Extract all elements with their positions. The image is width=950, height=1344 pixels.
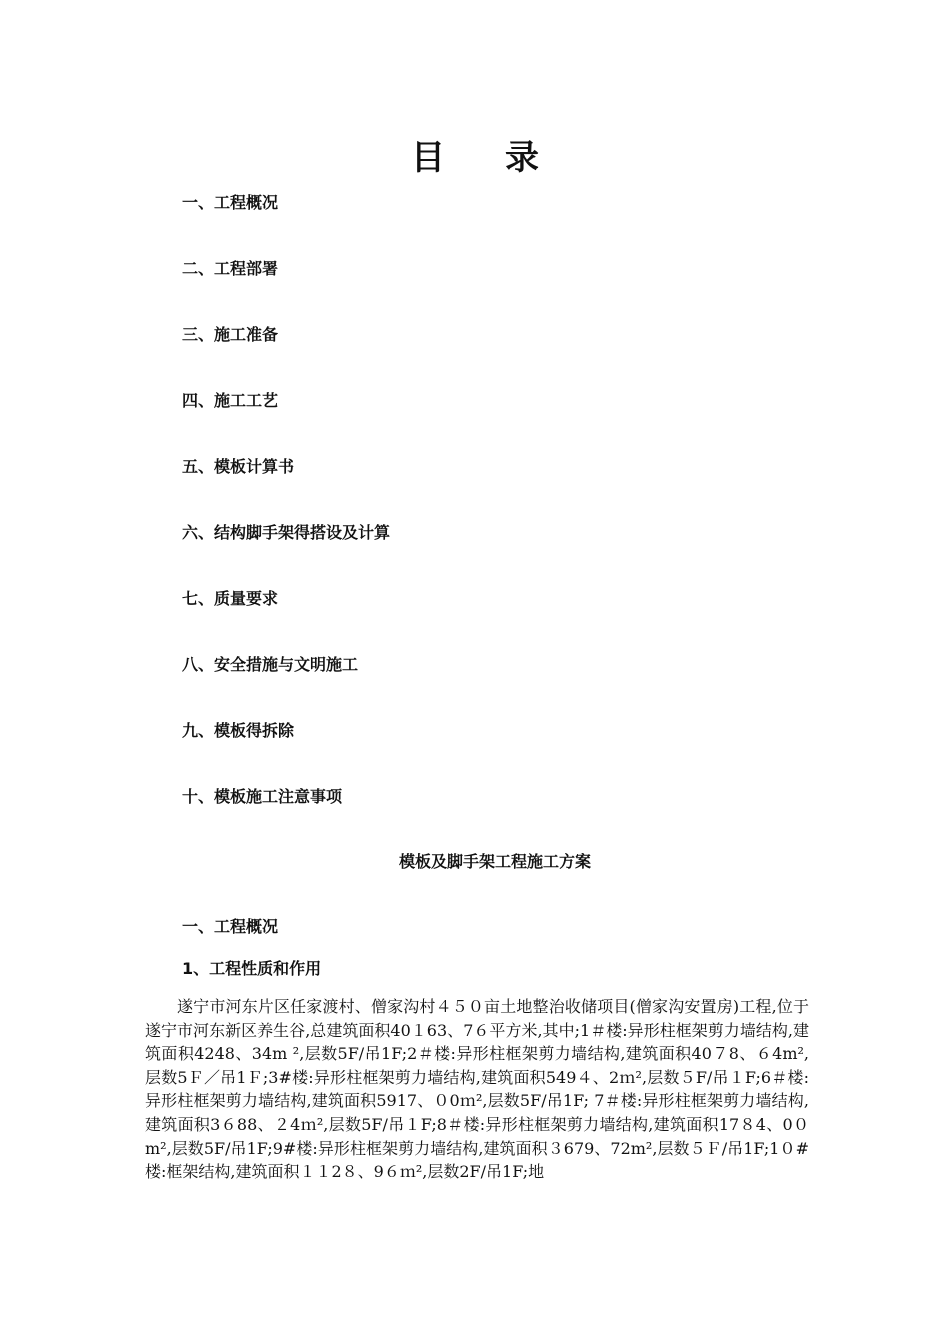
subsection-heading: 1、工程性质和作用 [182, 959, 322, 978]
toc-item-4[interactable]: 四、施工工艺 [182, 391, 279, 410]
toc-item-1[interactable]: 一、工程概况 [182, 193, 279, 212]
toc-item-8[interactable]: 八、安全措施与文明施工 [182, 655, 359, 674]
body-paragraph: 遂宁市河东片区任家渡村、僧家沟村４５０亩土地整治收储项目(僧家沟安置房)工程,位于遂宁市河东新区养生谷,总建筑面积40１63、7６平方米,其中;1＃楼:异形柱框架剪力墙结构,建筑面积4248、34m ²,层数5F/吊1F;2＃楼:异形柱框架剪力墙结构,建筑面积40７8、６4m²,层数5Ｆ／吊1Ｆ;3#楼:异形柱框架剪力墙结构,建筑面积549４、2ｍ²,层数５F/吊１F;6＃楼:异形柱框架剪力墙结构,建筑面积5917、０0ｍ²,层数5F/吊1F; 7＃楼:异形柱框架剪力墙结构,建筑面积3６88、２4ｍ²,层数5F/吊１F;8＃楼:异形柱框架剪力墙结构,建筑面积17８4、0０m²,层数5F/吊1F;9#楼:异形柱框架剪力墙结构,建筑面积３679、72m²,层数５Ｆ/吊1F;1０#楼:框架结构,建筑面积１１2８、9６ｍ²,层数2F/吊1F;地 [145, 997, 809, 1182]
document-title: 模板及脚手架工程施工方案 [398, 852, 591, 871]
toc-list [182, 190, 390, 850]
toc-item-9[interactable]: 九、模板得拆除 [182, 721, 295, 740]
toc-item-6[interactable]: 六、结构脚手架得搭设及计算 [182, 523, 391, 542]
toc-item-5[interactable]: 五、模板计算书 [182, 457, 295, 476]
toc-item-2[interactable]: 二、工程部署 [182, 259, 279, 278]
section-heading: 一、工程概况 [182, 917, 279, 936]
toc-title: 目录 [411, 138, 599, 178]
toc-item-7[interactable]: 七、质量要求 [182, 589, 279, 608]
toc-item-3[interactable]: 三、施工准备 [182, 325, 279, 344]
toc-item-10[interactable]: 十、模板施工注意事项 [182, 787, 343, 806]
